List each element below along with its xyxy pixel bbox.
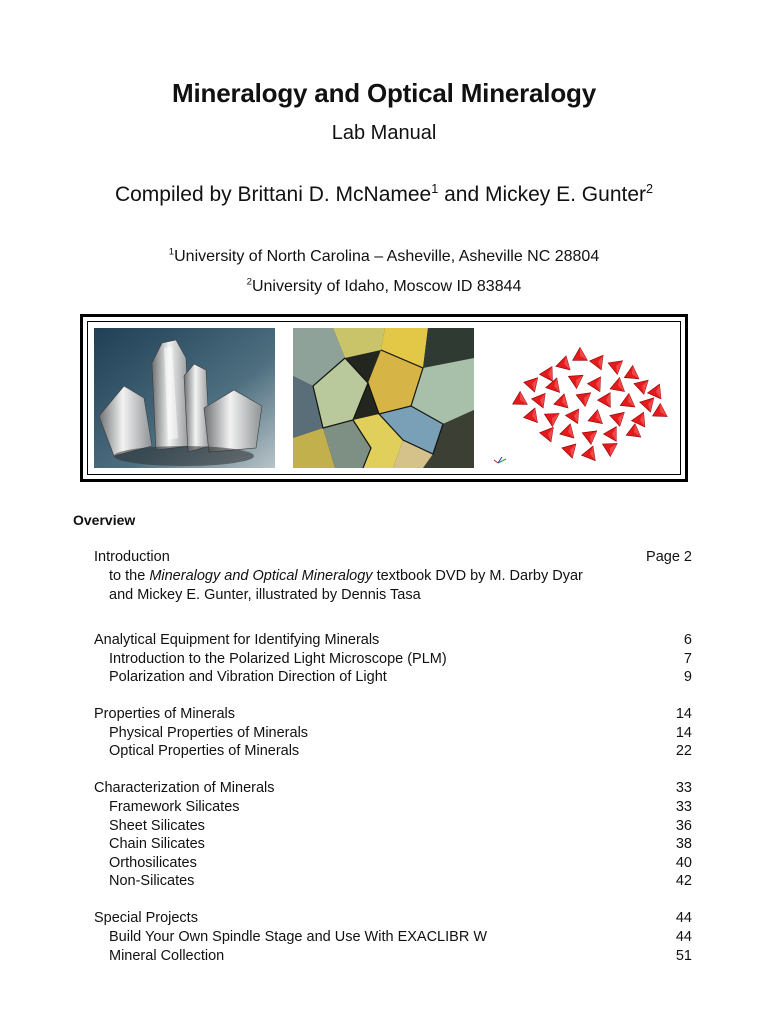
toc-subsection-row[interactable] <box>94 798 692 816</box>
toc-section-row-page: 6 <box>683 632 692 648</box>
toc-section-row-label: Analytical Equipment for Identifying Minerals <box>94 632 380 648</box>
toc-subsection-row-page: 33 <box>675 799 692 815</box>
toc-subsection-row[interactable] <box>94 724 692 742</box>
toc-intro-line3 <box>94 586 692 604</box>
affiliation-1-text: University of North Carolina – Asheville, Asheville NC 28804 <box>174 248 600 265</box>
thin-section-micrograph <box>293 328 474 468</box>
toc-intro-page: Page 2 <box>646 549 692 565</box>
toc-subsection-row-label: Framework Silicates <box>109 799 240 815</box>
toc-section-row-label: Special Projects <box>94 910 198 927</box>
toc-subsection-row-label: Orthosilicates <box>109 854 197 871</box>
toc-section-row-page: 44 <box>675 910 692 927</box>
toc-subsection-row-page: 44 <box>675 929 692 945</box>
document-title: Mineralogy and Optical Mineralogy <box>172 78 596 108</box>
toc-section-row[interactable] <box>94 631 692 649</box>
toc-subsection-row-page: 14 <box>675 724 692 741</box>
toc-section-row-page: 14 <box>675 706 692 723</box>
toc-section-row[interactable] <box>94 779 692 797</box>
affiliation-2-superscript: 2 <box>246 276 252 288</box>
cover-figure <box>80 314 688 482</box>
toc-intro-row[interactable] <box>94 548 692 566</box>
authors-line <box>0 183 768 207</box>
toc-subsection-row-label: Build Your Own Spindle Stage and Use With EXACLIBR W <box>109 929 487 945</box>
toc-subsection-row[interactable] <box>94 872 692 890</box>
toc-subsection-row-page: 7 <box>683 650 692 667</box>
toc-subsection-row-page: 51 <box>675 947 692 964</box>
toc-intro-line2-pre: to the <box>109 568 150 584</box>
toc-subsection-row[interactable] <box>94 854 692 872</box>
toc-subsection-row-label: Chain Silicates <box>109 836 205 853</box>
toc-intro-line3-text: and Mickey E. Gunter, illustrated by Dennis Tasa <box>109 587 421 603</box>
toc-subsection-row[interactable] <box>94 650 692 668</box>
toc-intro-line2-post: textbook DVD by M. Darby Dyar <box>372 568 583 584</box>
silicate-framework-model <box>492 328 677 468</box>
toc-subsection-row-label: Physical Properties of Minerals <box>109 724 309 741</box>
toc-subsection-row[interactable] <box>94 668 692 686</box>
toc-subsection-row[interactable] <box>94 835 692 853</box>
toc-subsection-row-page: 40 <box>675 854 692 871</box>
toc-subsection-row-page: 22 <box>675 743 692 760</box>
toc-intro-line2 <box>94 567 692 585</box>
toc-section-row[interactable] <box>94 909 692 927</box>
toc-subsection-row-label: Non-Silicates <box>109 873 195 890</box>
affiliation-1-superscript: 1 <box>168 246 175 258</box>
toc-subsection-row-label: Polarization and Vibration Direction of Light <box>109 669 387 686</box>
toc-intro-line2-text <box>109 567 583 585</box>
toc-subsection-row-page: 36 <box>675 817 692 834</box>
toc-subsection-row-label: Mineral Collection <box>109 947 225 964</box>
toc-section-row-label: Characterization of Minerals <box>94 780 275 797</box>
toc-subsection-row-page: 42 <box>675 873 692 890</box>
toc-subsection-row[interactable] <box>94 742 692 760</box>
toc-subsection-row-page: 9 <box>683 669 692 686</box>
toc-section-row-page: 33 <box>675 780 692 797</box>
affiliation-2 <box>0 278 768 296</box>
toc-subsection-row-page: 38 <box>675 836 692 853</box>
toc-section-row-label: Properties of Minerals <box>94 706 236 723</box>
authors-middle: and Mickey E. Gunter <box>438 183 647 206</box>
toc-section-row[interactable] <box>94 705 692 723</box>
author2-superscript: 2 <box>646 182 654 196</box>
affiliation-2-text: University of Idaho, Moscow ID 83844 <box>251 278 522 295</box>
quartz-crystal-photo <box>94 328 275 468</box>
toc-intro-book-title: Mineralogy and Optical Mineralogy <box>149 568 373 584</box>
toc-intro-label: Introduction <box>94 549 170 565</box>
toc-subsection-row-label: Introduction to the Polarized Light Microscope (PLM) <box>109 650 447 667</box>
toc-subsection-row[interactable] <box>94 947 692 965</box>
toc-subsection-row[interactable] <box>94 817 692 835</box>
affiliation-1 <box>0 248 768 266</box>
toc-subsection-row[interactable] <box>94 928 692 946</box>
author1-superscript: 1 <box>431 182 439 196</box>
document-subtitle: Lab Manual <box>331 122 437 144</box>
overview-heading: Overview <box>73 512 136 528</box>
toc-subsection-row-label: Sheet Silicates <box>109 817 205 834</box>
authors-prefix: Compiled by Brittani D. McNamee <box>114 183 432 206</box>
toc-subsection-row-label: Optical Properties of Minerals <box>109 743 300 760</box>
